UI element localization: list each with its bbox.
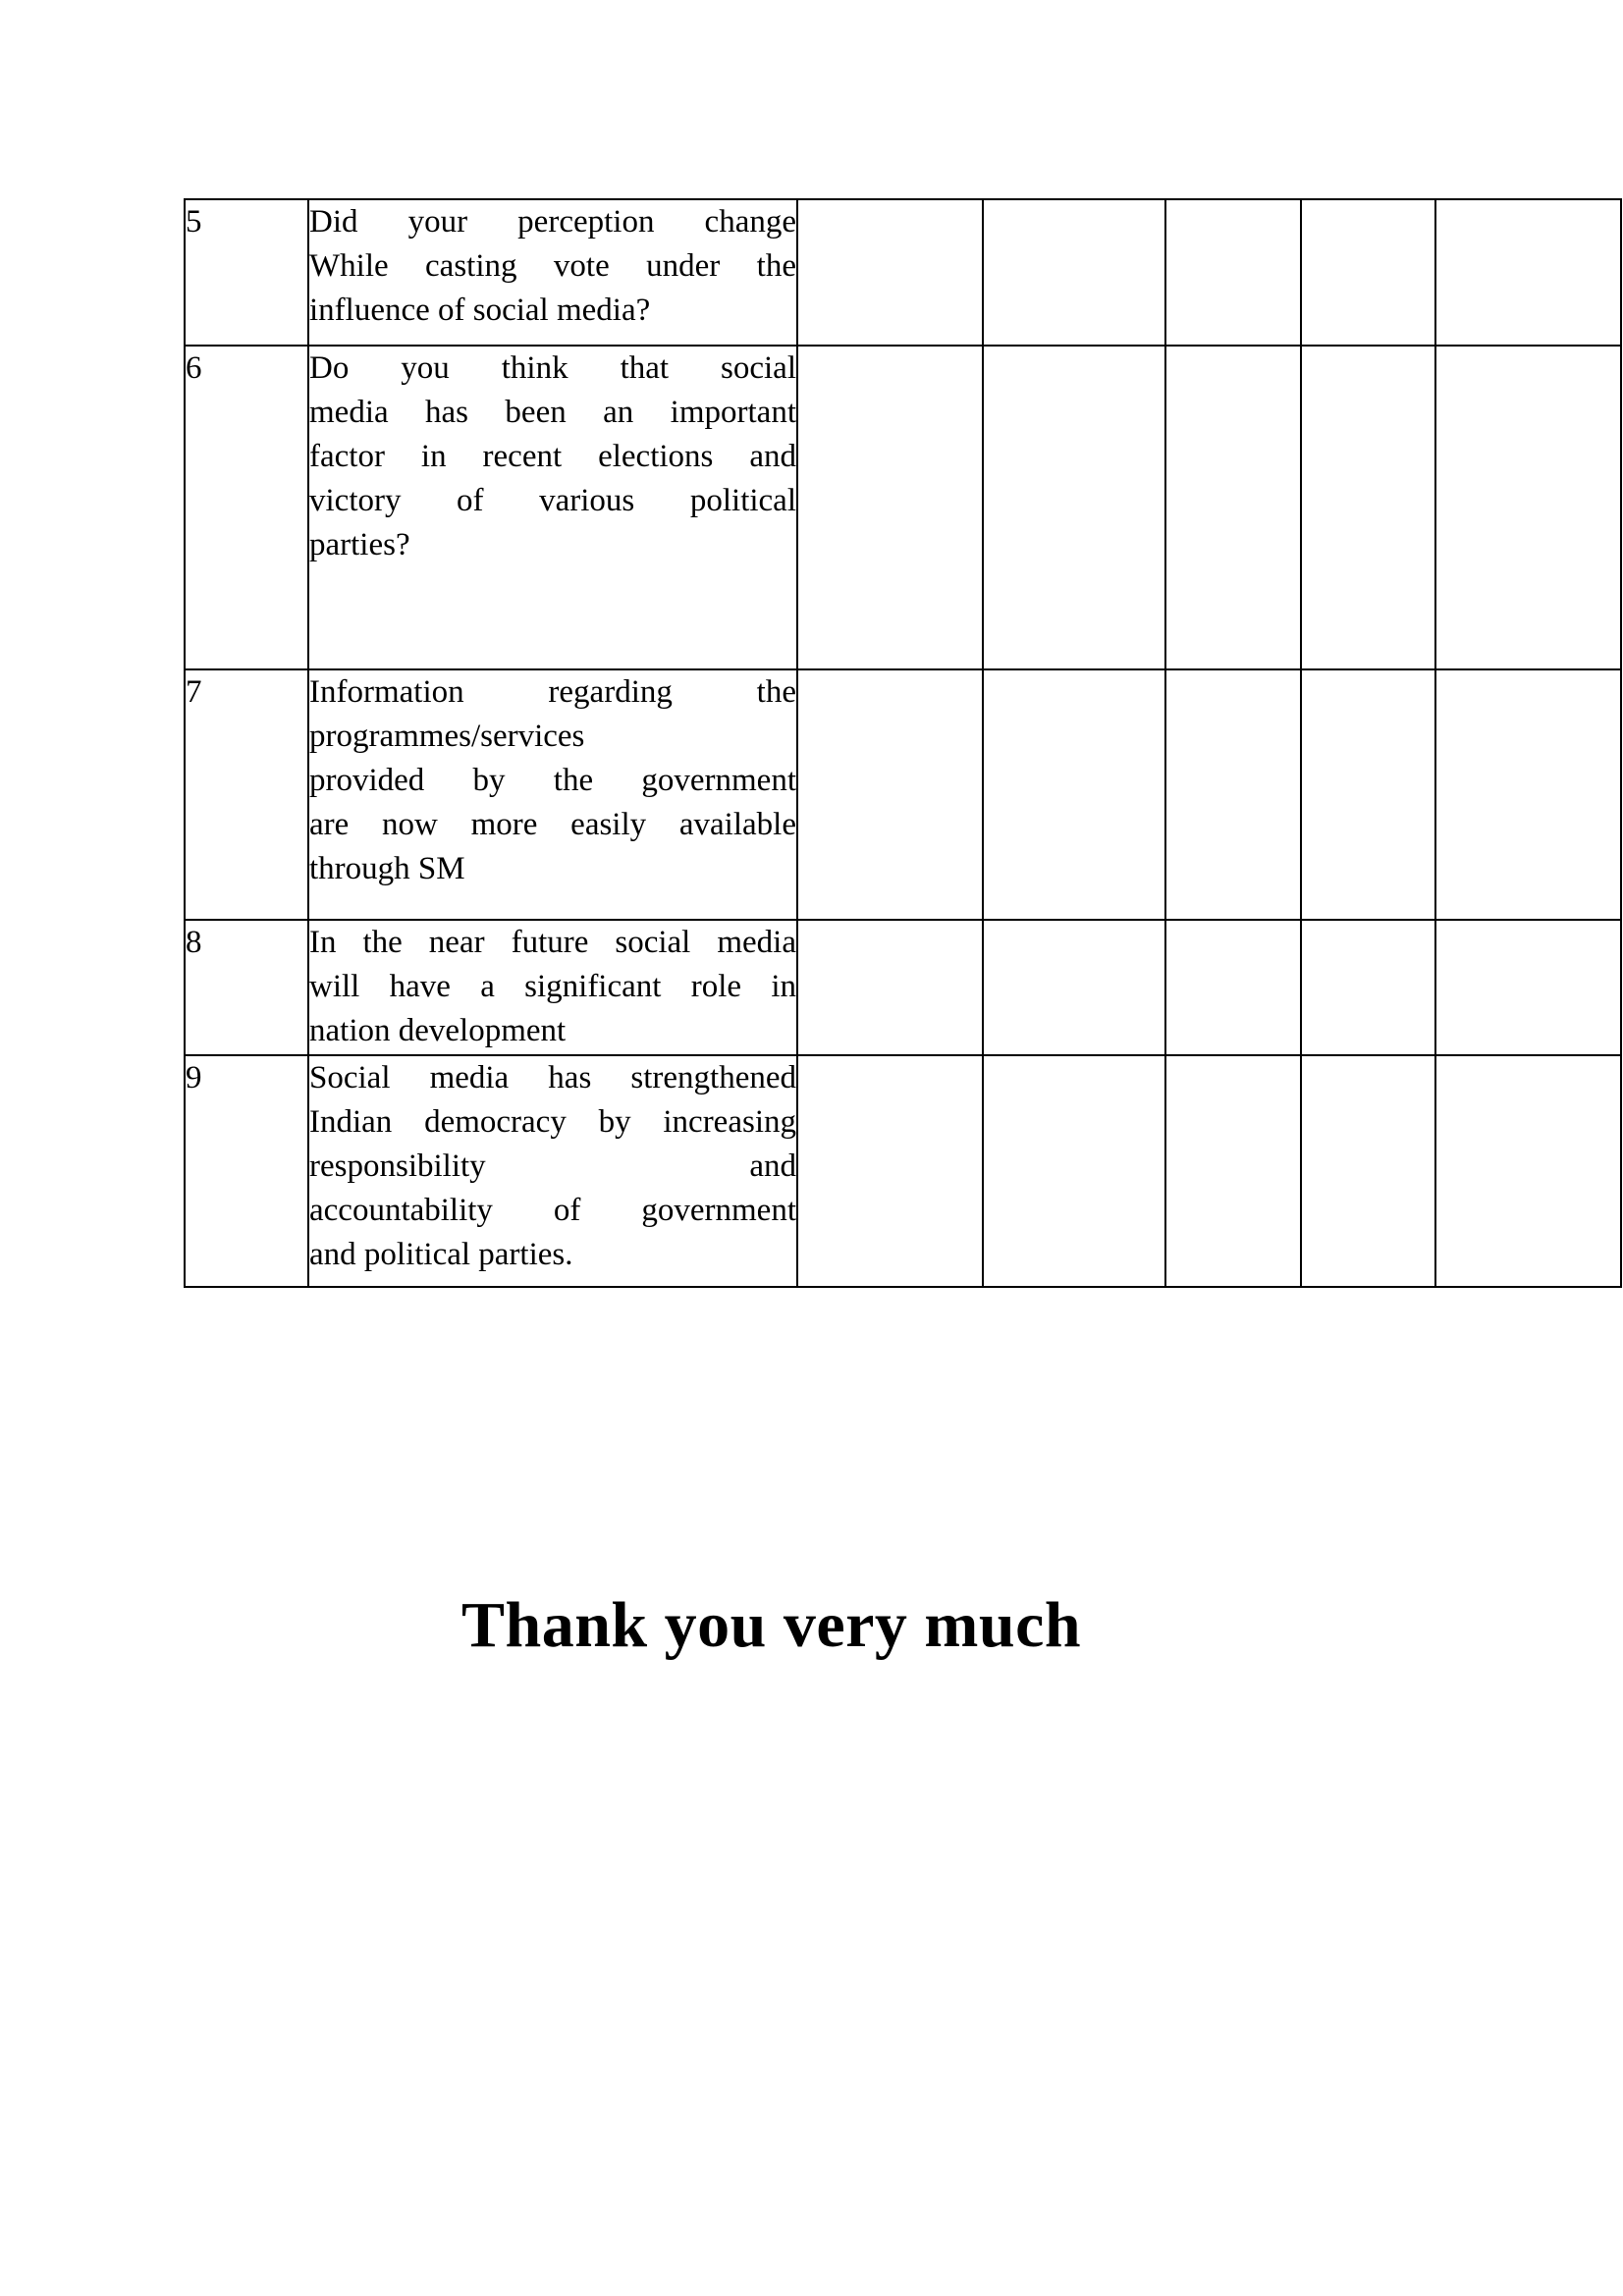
question-line: victory of various political xyxy=(309,483,796,518)
question-line: will have a significant role in xyxy=(309,969,796,1004)
question-number: 6 xyxy=(185,346,308,669)
question-line: provided by the government xyxy=(309,763,796,798)
table-row xyxy=(185,669,1621,920)
question-line: nation development xyxy=(309,1013,567,1048)
question-line: Information regarding the xyxy=(309,674,796,710)
answer-cell xyxy=(1435,669,1621,920)
question-number: 9 xyxy=(185,1055,308,1287)
answer-cell xyxy=(983,920,1165,1055)
answer-cell xyxy=(983,1055,1165,1287)
answer-cell xyxy=(1165,669,1301,920)
question-line: accountability of government xyxy=(309,1193,796,1228)
question-text-cell xyxy=(308,199,797,346)
question-line: Did your perception change xyxy=(309,204,796,240)
questionnaire-table xyxy=(184,198,1622,1288)
answer-cell xyxy=(1301,346,1435,669)
question-text xyxy=(309,1056,796,1277)
answer-cell xyxy=(1301,669,1435,920)
answer-cell xyxy=(1301,199,1435,346)
question-line: parties? xyxy=(309,527,410,562)
answer-cell xyxy=(1165,346,1301,669)
answer-cell xyxy=(1301,1055,1435,1287)
question-line: are now more easily available xyxy=(309,807,796,842)
question-line: programmes/services xyxy=(309,719,585,754)
question-number: 5 xyxy=(185,199,308,346)
answer-cell xyxy=(797,199,983,346)
question-text xyxy=(309,921,796,1053)
table-row xyxy=(185,199,1621,346)
question-line: responsibility and xyxy=(309,1148,796,1184)
answer-cell xyxy=(1165,1055,1301,1287)
answer-cell xyxy=(797,669,983,920)
question-line: factor in recent elections and xyxy=(309,439,796,474)
question-number: 7 xyxy=(185,669,308,920)
answer-cell xyxy=(1435,1055,1621,1287)
answer-cell xyxy=(1301,920,1435,1055)
answer-cell xyxy=(1435,346,1621,669)
question-text xyxy=(309,670,796,891)
answer-cell xyxy=(1435,920,1621,1055)
question-line: influence of social media? xyxy=(309,293,651,328)
question-line: Indian democracy by increasing xyxy=(309,1104,796,1140)
answer-cell xyxy=(797,346,983,669)
question-line: While casting vote under the xyxy=(309,248,796,284)
question-line: through SM xyxy=(309,851,465,886)
answer-cell xyxy=(983,199,1165,346)
question-text-cell xyxy=(308,920,797,1055)
question-line: media has been an important xyxy=(309,395,796,430)
table-row xyxy=(185,1055,1621,1287)
answer-cell xyxy=(1165,199,1301,346)
table-row xyxy=(185,920,1621,1055)
answer-cell xyxy=(1165,920,1301,1055)
answer-cell xyxy=(797,1055,983,1287)
answer-cell xyxy=(1435,199,1621,346)
question-text xyxy=(309,200,796,333)
question-text xyxy=(309,347,796,567)
question-text-cell xyxy=(308,346,797,669)
question-line: In the near future social media xyxy=(309,925,796,960)
question-line: and political parties. xyxy=(309,1237,573,1272)
answer-cell xyxy=(983,669,1165,920)
closing-heading: Thank you very much xyxy=(461,1589,1082,1661)
answer-cell xyxy=(983,346,1165,669)
question-line: Social media has strengthened xyxy=(309,1060,796,1095)
question-line: Do you think that social xyxy=(309,350,796,386)
table-row xyxy=(185,346,1621,669)
answer-cell xyxy=(797,920,983,1055)
question-text-cell xyxy=(308,1055,797,1287)
question-text-cell xyxy=(308,669,797,920)
question-number: 8 xyxy=(185,920,308,1055)
